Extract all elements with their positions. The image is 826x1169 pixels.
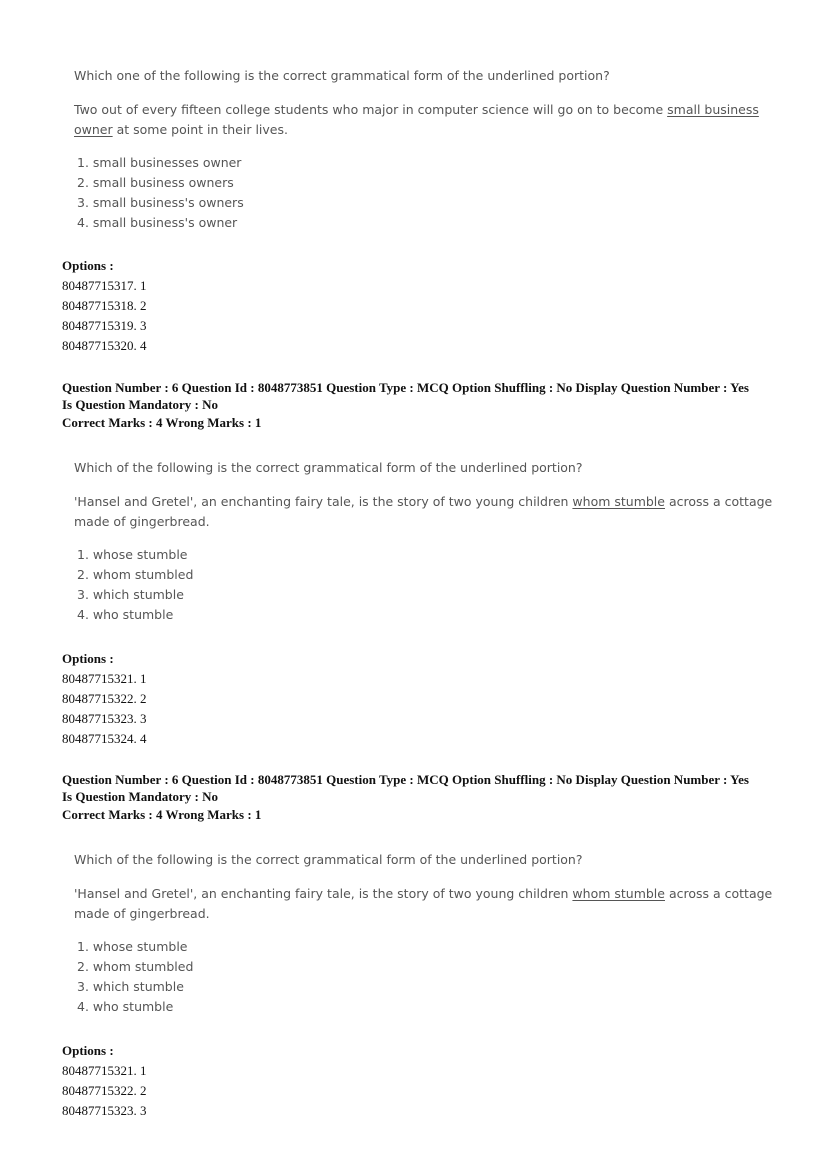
option-row: 80487715322. 2 <box>62 691 147 706</box>
question-stem: Which of the following is the correct grammatical form of the underlined portion? <box>74 460 583 475</box>
options-list-1 <box>62 256 147 356</box>
option-row: 80487715324. 4 <box>62 731 147 746</box>
question-meta-2 <box>62 379 782 431</box>
answer-choice: 3. which stumble <box>77 587 184 602</box>
answer-choice: 4. who stumble <box>77 607 174 622</box>
question-passage: 'Hansel and Gretel', an enchanting fairy tale, is the story of two young children whom stumble across a cottage made of gingerbread. <box>74 494 773 529</box>
answer-choice: 2. whom stumbled <box>77 959 194 974</box>
question-stem: Which one of the following is the correct grammatical form of the underlined portion? <box>74 68 610 83</box>
underlined-portion: whom stumble <box>572 886 665 901</box>
marks-line: Correct Marks : 4 Wrong Marks : 1 <box>62 415 262 430</box>
question-info-line: Question Number : 6 Question Id : 8048773851 Question Type : MCQ Option Shuffling : No Display Question Number : Yes <box>62 772 749 787</box>
answer-choice: 4. small business's owner <box>77 215 238 230</box>
option-row: 80487715321. 1 <box>62 1063 147 1078</box>
answer-choices <box>74 545 794 625</box>
options-list-3 <box>62 1041 147 1121</box>
answer-choice: 1. whose stumble <box>77 939 188 954</box>
question-image-2 <box>74 459 794 625</box>
options-label: Options : <box>62 258 114 273</box>
question-mandatory-line: Is Question Mandatory : No <box>62 789 219 804</box>
options-list-2 <box>62 649 147 749</box>
question-passage: 'Hansel and Gretel', an enchanting fairy tale, is the story of two young children whom stumble across a cottage made of gingerbread. <box>74 886 773 921</box>
option-row: 80487715323. 3 <box>62 711 147 726</box>
option-row: 80487715321. 1 <box>62 671 147 686</box>
question-image-3 <box>74 851 794 1017</box>
answer-choice: 1. whose stumble <box>77 547 188 562</box>
option-row: 80487715318. 2 <box>62 298 147 313</box>
question-stem: Which of the following is the correct grammatical form of the underlined portion? <box>74 852 583 867</box>
option-row: 80487715322. 2 <box>62 1083 147 1098</box>
underlined-portion: whom stumble <box>572 494 665 509</box>
option-row: 80487715319. 3 <box>62 318 147 333</box>
answer-choice: 1. small businesses owner <box>77 155 242 170</box>
answer-choice: 2. small business owners <box>77 175 234 190</box>
option-row: 80487715317. 1 <box>62 278 147 293</box>
answer-choice: 4. who stumble <box>77 999 174 1014</box>
options-label: Options : <box>62 1043 114 1058</box>
answer-choice: 2. whom stumbled <box>77 567 194 582</box>
marks-line: Correct Marks : 4 Wrong Marks : 1 <box>62 807 262 822</box>
answer-choice: 3. small business's owners <box>77 195 244 210</box>
option-row: 80487715323. 3 <box>62 1103 147 1118</box>
question-image-1 <box>74 67 794 233</box>
question-info-line: Question Number : 6 Question Id : 8048773851 Question Type : MCQ Option Shuffling : No Display Question Number : Yes <box>62 380 749 395</box>
option-row: 80487715320. 4 <box>62 338 147 353</box>
question-passage: Two out of every fifteen college students who major in computer science will go on to become small business owner at some point in their lives. <box>74 102 759 137</box>
options-label: Options : <box>62 651 114 666</box>
answer-choice: 3. which stumble <box>77 979 184 994</box>
answer-choices <box>74 153 794 233</box>
question-mandatory-line: Is Question Mandatory : No <box>62 397 219 412</box>
question-meta-3 <box>62 771 782 823</box>
underlined-portion: small business owner <box>74 102 759 137</box>
answer-choices <box>74 937 794 1017</box>
